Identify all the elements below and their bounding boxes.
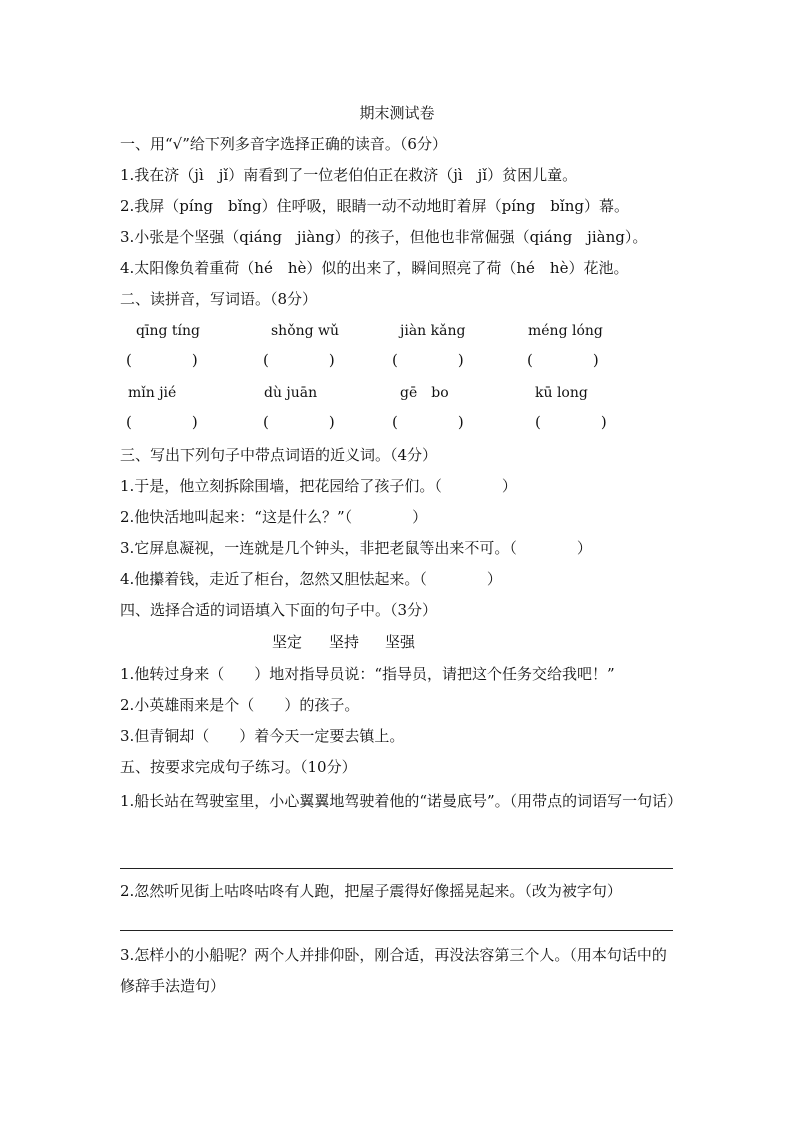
answer-blank[interactable]: ( )	[126, 351, 198, 369]
page-title: 期末测试卷	[359, 104, 435, 122]
section1-question-4: 4.太阳像负着重荷（hé hè）似的出来了，瞬间照亮了荷（hé hè）花池。	[120, 259, 629, 277]
section3-question-3: 3.它屏息凝视，一连就是几个钟头，非把老鼠等出来不可。（ ）	[120, 539, 592, 557]
section3-question-2: 2.他快活地叫起来：“这是什么？”（ ）	[120, 508, 428, 526]
pinyin-3: jiàn kǎng	[400, 323, 466, 339]
word-option-1: 坚定	[272, 633, 303, 651]
section4-heading: 四、选择合适的词语填入下面的句子中。（3分）	[120, 601, 438, 619]
pinyin-4: méng lóng	[528, 323, 603, 339]
section1-question-3: 3.小张是个坚强（qiáng jiàng）的孩子，但他也非常倔强（qiáng jiàng）。	[120, 228, 648, 246]
section3-question-4: 4.他攥着钱，走近了柜台，忽然又胆怯起来。（ ）	[120, 570, 502, 588]
answer-blank[interactable]: ( )	[263, 351, 335, 369]
answer-blank[interactable]: ( )	[392, 351, 464, 369]
word-option-3: 坚强	[385, 633, 416, 651]
section3-question-1: 1.于是，他立刻拆除围墙，把花园给了孩子们。（ ）	[120, 477, 517, 495]
section4-question-3: 3.但青铜却（ ）着今天一定要去镇上。	[120, 727, 405, 745]
answer-blank[interactable]: ( )	[527, 351, 599, 369]
section2-heading: 二、读拼音，写词语。（8分）	[120, 290, 318, 308]
section1-question-1: 1.我在济（jì jǐ）南看到了一位老伯伯正在救济（jì jǐ）贫困儿童。	[120, 166, 578, 184]
section4-question-2: 2.小英雄雨来是个（ ）的孩子。	[120, 696, 360, 714]
section5-question-2: 2.忽然听见街上咕咚咕咚有人跑，把屋子震得好像摇晃起来。（改为被字句）	[120, 882, 622, 900]
pinyin-5: mǐn jié	[128, 385, 177, 401]
answer-blank[interactable]: ( )	[263, 413, 335, 431]
answer-blank[interactable]: ( )	[392, 413, 464, 431]
section4-question-1: 1.他转过身来（ ）地对指导员说：“指导员，请把这个任务交给我吧！”	[120, 665, 615, 683]
answer-blank[interactable]: ( )	[126, 413, 198, 431]
word-option-2: 坚持	[329, 633, 360, 651]
pinyin-7: gē bo	[400, 385, 449, 401]
pinyin-1: qīng tíng	[136, 323, 200, 339]
pinyin-6: dù juān	[264, 385, 318, 401]
section3-heading: 三、写出下列句子中带点词语的近义词。（4分）	[120, 446, 438, 464]
section1-question-2: 2.我屏（píng bǐng）住呼吸，眼睛一动不动地盯着屏（píng bǐng）幕。	[120, 197, 629, 215]
section5-question-1: 1.船长站在驾驶室里，小心翼翼地驾驶着他的“诺曼底号”。（用带点的词语写一句话）	[120, 792, 683, 810]
answer-blank[interactable]: ( )	[535, 413, 607, 431]
section1-heading: 一、用“√”给下列多音字选择正确的读音。（6分）	[120, 135, 447, 153]
section5-question-3: 3.怎样小的小船呢？两个人并排仰卧，刚合适，再没法容第三个人。（用本句话中的修辞手法造句）	[120, 946, 667, 995]
pinyin-8: kū long	[535, 385, 588, 401]
answer-line[interactable]	[120, 868, 673, 869]
answer-line[interactable]	[120, 930, 673, 931]
section5-heading: 五、按要求完成句子练习。（10分）	[120, 758, 357, 776]
pinyin-2: shǒng wǔ	[271, 323, 340, 339]
